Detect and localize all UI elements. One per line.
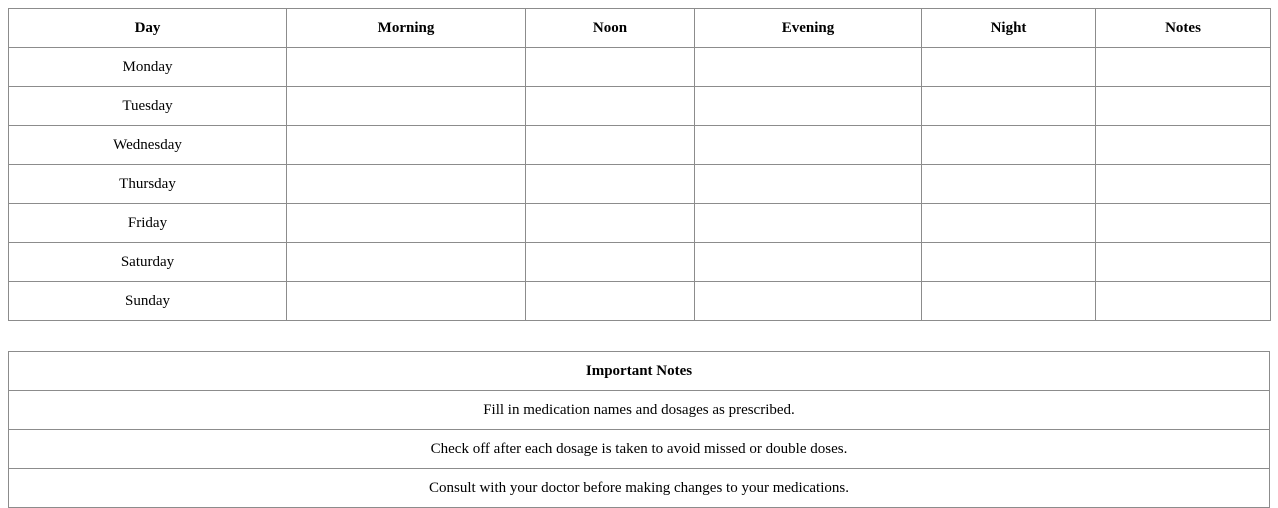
day-cell: Friday [9,204,287,243]
noon-cell[interactable] [526,48,695,87]
table-row [9,243,1271,282]
notes-row [9,391,1270,430]
notes-cell[interactable] [1096,165,1271,204]
table-row [9,204,1271,243]
evening-cell[interactable] [695,165,922,204]
night-cell[interactable] [922,243,1096,282]
table-row [9,126,1271,165]
noon-cell[interactable] [526,87,695,126]
notes-cell[interactable] [1096,243,1271,282]
notes-header-row [9,352,1270,391]
noon-cell[interactable] [526,165,695,204]
notes-title: Important Notes [9,352,1270,391]
evening-cell[interactable] [695,87,922,126]
note-item: Consult with your doctor before making changes to your medications. [9,469,1270,508]
noon-cell[interactable] [526,204,695,243]
noon-cell[interactable] [526,126,695,165]
day-cell: Wednesday [9,126,287,165]
noon-cell[interactable] [526,243,695,282]
evening-cell[interactable] [695,282,922,321]
evening-cell[interactable] [695,204,922,243]
notes-cell[interactable] [1096,204,1271,243]
evening-cell[interactable] [695,48,922,87]
evening-cell[interactable] [695,243,922,282]
morning-cell[interactable] [287,48,526,87]
medication-schedule-table [8,8,1271,321]
header-notes: Notes [1096,9,1271,48]
morning-cell[interactable] [287,126,526,165]
table-header-row [9,9,1271,48]
table-row [9,48,1271,87]
night-cell[interactable] [922,165,1096,204]
morning-cell[interactable] [287,282,526,321]
night-cell[interactable] [922,204,1096,243]
morning-cell[interactable] [287,243,526,282]
notes-row [9,430,1270,469]
day-cell: Thursday [9,165,287,204]
table-row [9,87,1271,126]
morning-cell[interactable] [287,204,526,243]
notes-cell[interactable] [1096,126,1271,165]
night-cell[interactable] [922,48,1096,87]
header-noon: Noon [526,9,695,48]
note-item: Check off after each dosage is taken to avoid missed or double doses. [9,430,1270,469]
night-cell[interactable] [922,87,1096,126]
day-cell: Monday [9,48,287,87]
table-row [9,165,1271,204]
day-cell: Saturday [9,243,287,282]
header-evening: Evening [695,9,922,48]
notes-cell[interactable] [1096,87,1271,126]
noon-cell[interactable] [526,282,695,321]
header-night: Night [922,9,1096,48]
morning-cell[interactable] [287,87,526,126]
night-cell[interactable] [922,282,1096,321]
evening-cell[interactable] [695,126,922,165]
important-notes-table [8,351,1270,508]
morning-cell[interactable] [287,165,526,204]
note-item: Fill in medication names and dosages as prescribed. [9,391,1270,430]
day-cell: Sunday [9,282,287,321]
header-day: Day [9,9,287,48]
table-row [9,282,1271,321]
notes-cell[interactable] [1096,48,1271,87]
notes-row [9,469,1270,508]
day-cell: Tuesday [9,87,287,126]
header-morning: Morning [287,9,526,48]
night-cell[interactable] [922,126,1096,165]
notes-cell[interactable] [1096,282,1271,321]
